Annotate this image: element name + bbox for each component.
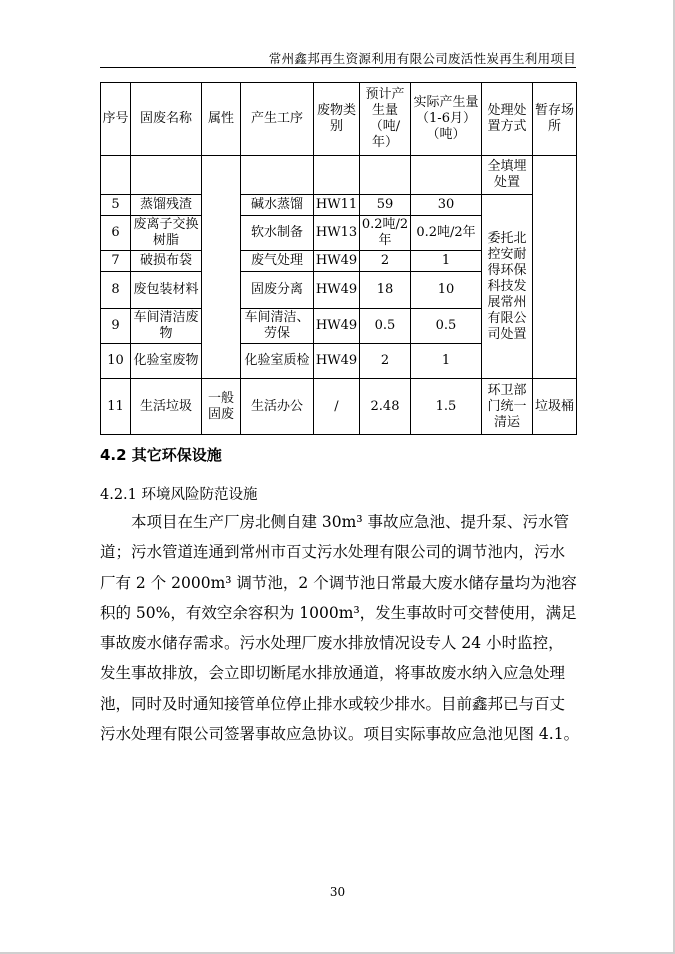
col-header: 废物类别 xyxy=(314,83,360,156)
table-row xyxy=(101,156,577,195)
cell-expected: 2.48 xyxy=(360,379,411,435)
paragraph-line: 积的 50%，有效空余容积为 1000m³，发生事故时可交替使用，满足 xyxy=(100,603,577,622)
table-row xyxy=(101,195,577,216)
cell-process: 车间清洁、劳保 xyxy=(241,309,314,344)
cell-expected: 18 xyxy=(360,272,411,309)
solid-waste-table xyxy=(100,82,577,435)
col-header: 固废名称 xyxy=(131,83,202,156)
cell-expected: 2 xyxy=(360,344,411,379)
running-header: 常州鑫邦再生资源利用有限公司废活性炭再生利用项目 xyxy=(100,49,576,68)
cell-disposal: 环卫部门统一清运 xyxy=(482,379,533,435)
cell-no: 7 xyxy=(101,251,131,272)
cell-actual: 10 xyxy=(411,272,482,309)
cell-actual: 30 xyxy=(411,195,482,216)
cell-process: 化验室质检 xyxy=(241,344,314,379)
col-header: 暂存场所 xyxy=(533,83,577,156)
attribute-cell xyxy=(202,156,241,379)
body-paragraph xyxy=(100,507,580,749)
storage-cell xyxy=(533,156,577,379)
cell-no: 6 xyxy=(101,216,131,251)
paragraph-line: 池，同时及时通知接管单位停止排水或较少排水。目前鑫邦已与百丈 xyxy=(100,694,566,713)
cell-expected: 59 xyxy=(360,195,411,216)
cell-actual: 1 xyxy=(411,251,482,272)
cell-process: 废气处理 xyxy=(241,251,314,272)
cell-process: 生活办公 xyxy=(241,379,314,435)
paragraph-line: 道；污水管道连通到常州市百丈污水处理有限公司的调节池内，污水 xyxy=(100,543,566,562)
cell-name: 废离子交换树脂 xyxy=(131,216,202,251)
cell-expected: 0.5 xyxy=(360,309,411,344)
table-row xyxy=(101,379,577,435)
cell-no: 9 xyxy=(101,309,131,344)
cell-no: 11 xyxy=(101,379,131,435)
table-header-row xyxy=(101,83,577,156)
cell-category: HW49 xyxy=(314,309,360,344)
paragraph-line: 污水处理有限公司签署事故应急协议。项目实际事故应急池见图 4.1。 xyxy=(100,725,580,744)
cell-category: / xyxy=(314,379,360,435)
cell-category: HW49 xyxy=(314,272,360,309)
paragraph-line: 事故废水储存需求。污水处理厂废水排放情况设专人 24 小时监控， xyxy=(100,634,564,653)
cell-process: 软水制备 xyxy=(241,216,314,251)
paragraph-line: 发生事故排放，会立即切断尾水排放通道，将事故废水纳入应急处理 xyxy=(100,664,566,683)
col-header: 实际产生量（1-6月）（吨） xyxy=(411,83,482,156)
cell-process: 碱水蒸馏 xyxy=(241,195,314,216)
col-header: 序号 xyxy=(101,83,131,156)
col-header: 处理处置方式 xyxy=(482,83,533,156)
subsection-heading: 4.2.1 环境风险防范设施 xyxy=(100,487,258,503)
cell-no: 10 xyxy=(101,344,131,379)
cell-process: 固废分离 xyxy=(241,272,314,309)
cell-actual: 0.5 xyxy=(411,309,482,344)
cell-actual: 0.2吨/2年 xyxy=(411,216,482,251)
section-heading: 4.2 其它环保设施 xyxy=(100,446,222,464)
col-header: 预计产生量（吨/年） xyxy=(360,83,411,156)
cell-no: 8 xyxy=(101,272,131,309)
cell-category: HW13 xyxy=(314,216,360,251)
cell-name: 蒸馏残渣 xyxy=(131,195,202,216)
cell-actual: 1 xyxy=(411,344,482,379)
cell-attribute: 一般固废 xyxy=(202,379,241,435)
cell-category: HW11 xyxy=(314,195,360,216)
disposal-cell: 委托北控安耐得环保科技发展常州有限公司处置 xyxy=(482,195,533,379)
cell-no: 5 xyxy=(101,195,131,216)
col-header: 产生工序 xyxy=(241,83,314,156)
cell-category: HW49 xyxy=(314,251,360,272)
cell-expected: 2 xyxy=(360,251,411,272)
cell-storage: 垃圾桶 xyxy=(533,379,577,435)
cell-name: 车间清洁废物 xyxy=(131,309,202,344)
cell-category: HW49 xyxy=(314,344,360,379)
paragraph-line: 本项目在生产厂房北侧自建 30m³ 事故应急池、提升泵、污水管 xyxy=(131,513,569,531)
cell-name: 废包装材料 xyxy=(131,272,202,309)
cell-name: 化验室废物 xyxy=(131,344,202,379)
cell-name: 破损布袋 xyxy=(131,251,202,272)
cell-name: 生活垃圾 xyxy=(131,379,202,435)
paragraph-line: 厂有 2 个 2000m³ 调节池，2 个调节池日常最大废水储存量均为池容 xyxy=(100,573,577,592)
cell-expected: 0.2吨/2年 xyxy=(360,216,411,251)
col-header: 属性 xyxy=(202,83,241,156)
cell-actual: 1.5 xyxy=(411,379,482,435)
disposal-cell: 全填埋处置 xyxy=(482,156,533,195)
page-number: 30 xyxy=(329,885,346,899)
